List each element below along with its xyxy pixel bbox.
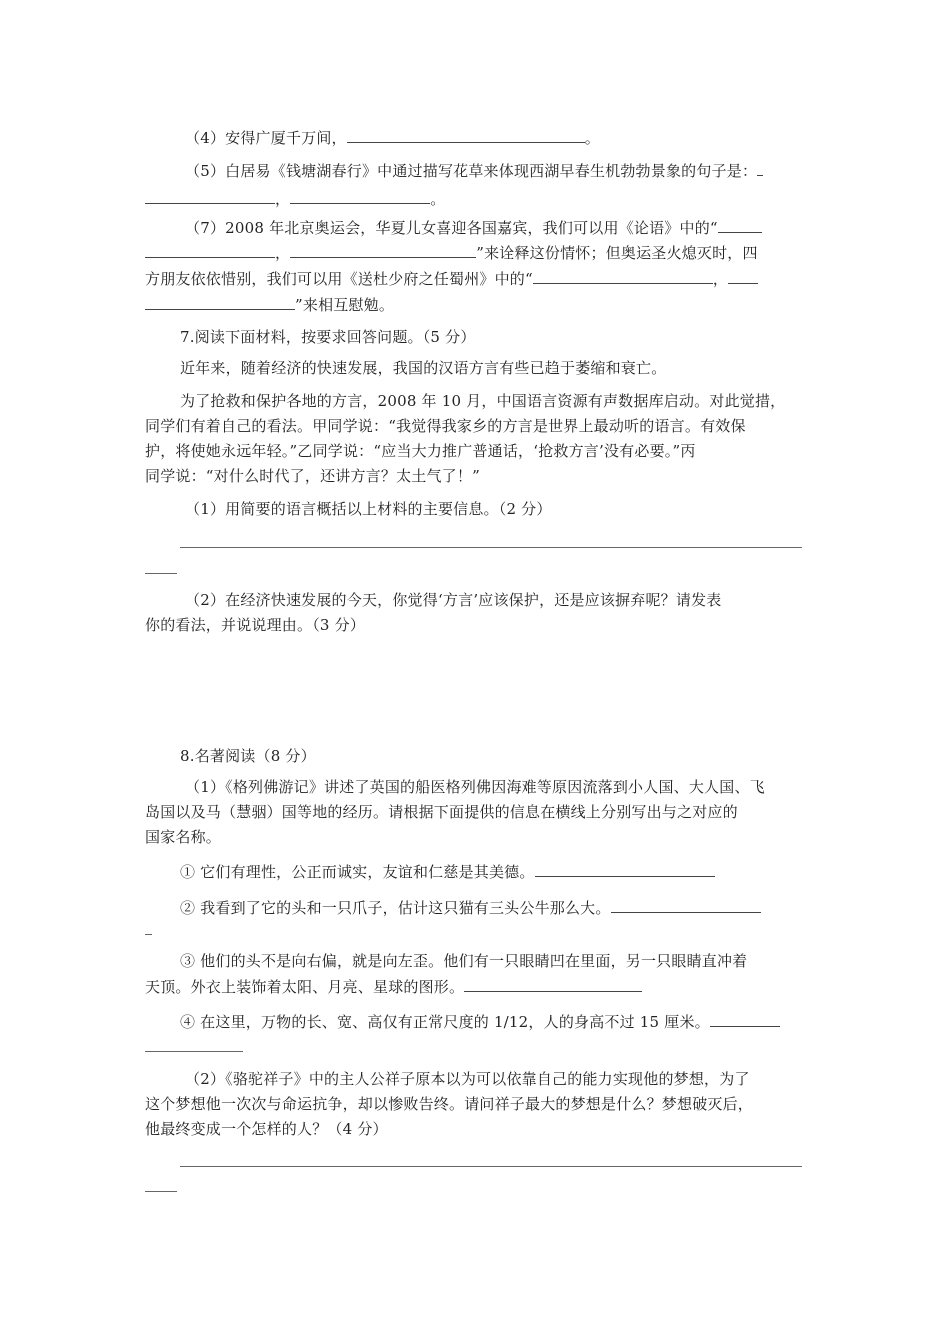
q8-sub-question-2-line3: 他最终变成一个怎样的人？（4 分） (145, 1120, 388, 1138)
answer-blank[interactable] (290, 189, 430, 204)
answer-blank[interactable] (347, 128, 585, 143)
q6-item-5-text: （5）白居易《钱塘湖春行》中通过描写花草来体现西湖早春生机勃勃景象的句子是： (185, 162, 758, 180)
answer-blank[interactable] (145, 189, 275, 204)
q7-sub-question-2-line2: 你的看法，并说说理由。（3 分） (145, 616, 366, 634)
q7-sub-question-2: （2）在经济快速发展的今天，你觉得‘方言’应该保护，还是应该摒弃呢？请发表 (185, 591, 722, 609)
q6-item-7 (185, 218, 805, 238)
q8-item-2: ② 我看到了它的头和一只爪子，估计这只猫有三头公牛那么大。 (180, 898, 805, 918)
answer-blank[interactable] (290, 243, 476, 258)
q8-item-4: ④ 在这里，万物的长、宽、高仅有正常尺度的 1/12，人的身高不过 15 厘米。 (180, 1012, 805, 1032)
answer-line[interactable] (145, 573, 177, 574)
q6-item-7-line3: 方朋友依依惜别，我们可以用《送杜少府之任蜀州》中的“ ， (145, 269, 805, 289)
answer-blank[interactable] (145, 295, 295, 310)
answer-blank[interactable] (533, 269, 713, 284)
q8-sub-question-1-line3: 国家名称。 (145, 828, 222, 846)
q7-paragraph-2-line2: 同学们有着自己的看法。甲同学说：“我觉得我家乡的方言是世界上最动听的语言。有效保 (145, 417, 746, 435)
q7-paragraph-2-line1: 为了抢救和保护各地的方言，2008 年 10 月，中国语言资源有声数据库启动。对此觉措， (180, 392, 786, 410)
q8-sub-question-1-line2: 岛国以及马（慧骃）国等地的经历。请根据下面提供的信息在横线上分别写出与之对应的 (145, 803, 738, 821)
q8-item-1: ① 它们有理性，公正而诚实，友谊和仁慈是其美德。 (180, 862, 805, 882)
answer-blank[interactable] (728, 269, 758, 284)
answer-blank[interactable] (535, 862, 715, 877)
q6-item-4: （4）安得广厦千万间， 。 (185, 129, 600, 147)
answer-blank[interactable] (611, 898, 761, 913)
q6-item-7-line2: ， ”来诠释这份情怀；但奥运圣火熄灭时，四 (145, 243, 805, 263)
q6-item-4-text: （4）安得广厦千万间， (185, 129, 347, 147)
answer-blank[interactable] (718, 218, 762, 233)
q6-item-7-text: （7）2008 年北京奥运会，华夏儿女喜迎各国嘉宾，我们可以用《论语》中的“ (185, 219, 718, 237)
q7-paragraph-2-line3: 护，将使她永远年轻。”乙同学说：“应当大力推广普通话，‘抢救方言’没有必要。”丙 (145, 442, 696, 460)
answer-line[interactable] (180, 547, 802, 548)
q7-paragraph-1: 近年来，随着经济的快速发展，我国的汉语方言有些已趋于萎缩和衰亡。 (180, 359, 667, 377)
answer-line[interactable] (145, 1191, 177, 1192)
q8-sub-question-2-line1: （2）《骆驼祥子》中的主人公祥子原本以为可以依靠自己的能力实现他的梦想，为了 (185, 1070, 750, 1088)
q8-sub-question-1-line1: （1）《格列佛游记》讲述了英国的船医格列佛因海难等原因流落到小人国、大人国、飞 (185, 778, 765, 796)
q7-paragraph-2-line4: 同学说：“对什么时代了，还讲方言？太土气了！” (145, 467, 480, 485)
q8-title: 8.名著阅读（8 分） (180, 747, 316, 765)
answer-blank[interactable] (757, 161, 763, 176)
q8-item-3-line2: 天顶。外衣上装饰着太阳、月亮、星球的图形。 (145, 977, 805, 997)
q8-item-3-line1: ③ 他们的头不是向右偏，就是向左歪。他们有一只眼睛凹在里面，另一只眼睛直冲着 (180, 952, 748, 970)
answer-line[interactable] (180, 1166, 802, 1167)
q6-item-5-line2: ， 。 (145, 189, 805, 209)
answer-line[interactable] (145, 1051, 243, 1052)
q7-sub-question-1: （1）用简要的语言概括以上材料的主要信息。（2 分） (185, 500, 552, 518)
q6-item-5 (185, 161, 805, 181)
answer-blank[interactable] (710, 1012, 780, 1027)
answer-line[interactable] (145, 934, 152, 935)
answer-blank[interactable] (145, 243, 275, 258)
q7-title: 7.阅读下面材料，按要求回答问题。（5 分） (180, 328, 476, 346)
q6-item-7-line4: ”来相互慰勉。 (145, 295, 805, 315)
answer-blank[interactable] (464, 977, 642, 992)
q8-sub-question-2-line2: 这个梦想他一次次与命运抗争，却以惨败告终。请问祥子最大的梦想是什么？梦想破灭后， (145, 1095, 754, 1113)
